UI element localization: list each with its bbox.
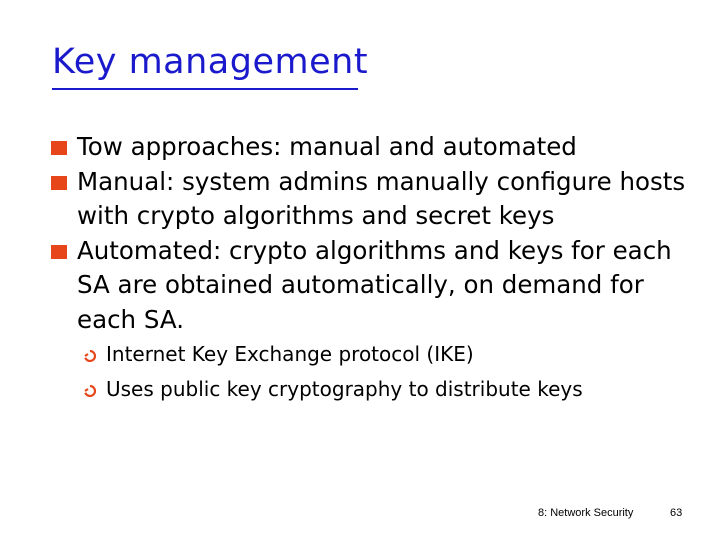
open-circle-bullet-icon [84,385,96,397]
page-number: 63 [670,507,683,519]
square-bullet-icon [51,245,67,259]
title-underline [52,88,358,90]
bullet-item [50,165,690,234]
square-bullet-icon [51,176,67,190]
bullet-list [50,130,690,407]
sub-bullet-item [84,372,690,407]
bullet-text: Manual: system admins manually configure hosts with crypto algorithms and secret keys [77,166,686,230]
sub-bullet-text: Internet Key Exchange protocol (IKE) [106,342,474,366]
bullet-text: Automated: crypto algorithms and keys for each SA are obtained automatically, on demand for each SA. [77,235,672,334]
slide-title: Key management [52,42,369,82]
square-bullet-icon [51,141,67,155]
bullet-item [50,130,690,165]
footer-label: 8: Network Security [538,507,634,519]
sub-bullet-text: Uses public key cryptography to distribute keys [106,377,583,401]
bullet-text: Tow approaches: manual and automated [77,132,577,161]
sub-bullet-item [84,337,690,372]
open-circle-bullet-icon [84,350,96,362]
bullet-item [50,234,690,338]
